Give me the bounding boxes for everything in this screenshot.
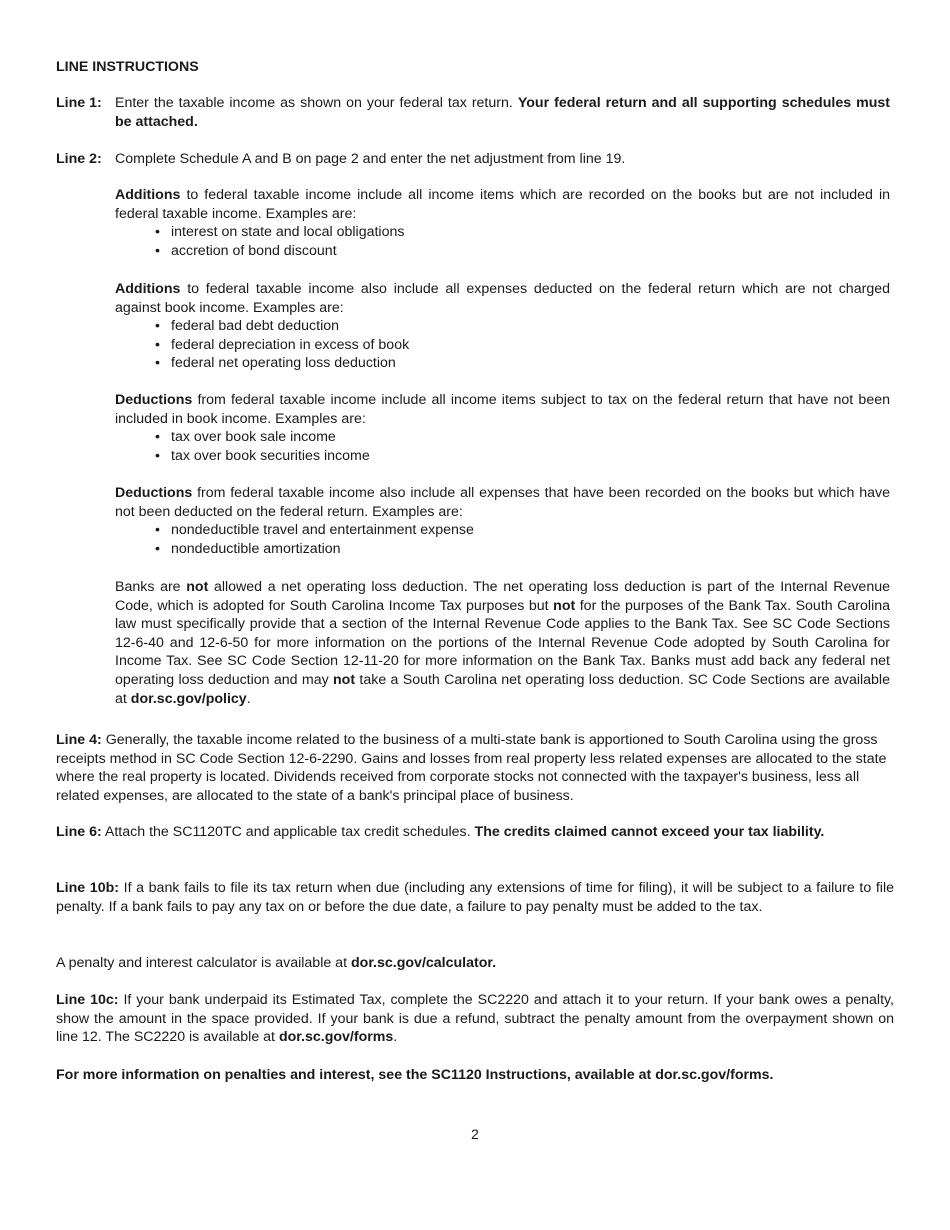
additions-income-text: Additions to federal taxable income include all income items which are recorded on the books but are not included in federal taxable income. Examples are:: [115, 187, 890, 222]
nol-paragraph: Banks are not allowed a net operating loss deduction. The net operating loss deduction is part of the Internal Revenue Code, which is adopted for South Carolina Income Tax purposes but not for the purposes of the Bank Tax. South Carolina law must specifically provide that a section of the Internal Revenue Code applies to the Bank Tax. See SC Code Sections 12-6-40 and 12-6-50 for more information on the portions of the Internal Revenue Code adopted by South Carolina for Income Tax. See SC Code Section 12-11-20 for more information on the Bank Tax. Banks must add back any federal net operating loss deduction and may not take a South Carolina net operating loss deduction. SC Code Sections are available at dor.sc.gov/policy.: [115, 579, 890, 707]
line-2-label: Line 2:: [56, 151, 102, 167]
deductions-expense-list: [115, 521, 890, 558]
list-item: • federal depreciation in excess of book: [115, 336, 890, 355]
additions-expense-text: Additions to federal taxable income also include all expenses deducted on the federal return which are not charged against book income. Examples are:: [115, 281, 890, 316]
line-4-label: Line 4:: [56, 732, 102, 748]
policy-link[interactable]: dor.sc.gov/policy: [130, 690, 247, 707]
deductions-expense-section: [115, 484, 890, 558]
list-item: • interest on state and local obligations: [115, 223, 890, 242]
additions-income-section: [115, 186, 890, 260]
line-6-label: Line 6:: [56, 824, 102, 840]
additions-income-list: [115, 223, 890, 260]
page-number: 2: [471, 1127, 479, 1143]
line-10c-section: Line 10c: If your bank underpaid its Estimated Tax, complete the SC2220 and attach it to your return. If your bank owes a penalty, show the amount in the space provided. If your bank is due a refund, subtract the penalty amount from the overpayment shown on line 12. The SC2220 is available at dor.sc.gov/forms.: [56, 992, 894, 1046]
line-1-text: Enter the taxable income as shown on your federal tax return. Your federal return and all supporting schedules must be attached.: [115, 95, 890, 130]
deductions-income-list: [115, 428, 890, 465]
list-item: • accretion of bond discount: [115, 242, 890, 261]
line-10c-label: Line 10c:: [56, 992, 119, 1008]
line-10b-label: Line 10b:: [56, 880, 119, 896]
list-item: • nondeductible amortization: [115, 540, 890, 559]
line-10b-section: Line 10b: If a bank fails to file its tax return when due (including any extensions of time for filing), it will be subject to a failure to file penalty. If a bank fails to pay any tax on or before the due date, a failure to pay penalty must be added to the tax.: [56, 880, 895, 915]
deductions-income-section: [115, 391, 890, 465]
footer-note: For more information on penalties and interest, see the SC1120 Instructions, available at dor.sc.gov/forms.: [56, 1067, 774, 1083]
list-item: • federal bad debt deduction: [115, 317, 890, 336]
list-item: • tax over book securities income: [115, 447, 890, 466]
line-1-label: Line 1:: [56, 95, 102, 111]
page-heading: LINE INSTRUCTIONS: [56, 59, 199, 75]
line-2-text: Complete Schedule A and B on page 2 and enter the net adjustment from line 19.: [115, 151, 626, 167]
list-item: • federal net operating loss deduction: [115, 354, 890, 373]
list-item: • tax over book sale income: [115, 428, 890, 447]
deductions-income-text: Deductions from federal taxable income include all income items subject to tax on the federal return that have not been included in book income. Examples are:: [115, 392, 890, 427]
line-6-section: Line 6: Attach the SC1120TC and applicable tax credit schedules. The credits claimed cannot exceed your tax liability.: [56, 824, 825, 840]
additions-expense-list: [115, 317, 890, 373]
line-4-section: Line 4: Generally, the taxable income related to the business of a multi-state bank is apportioned to South Carolina using the gross receipts method in SC Code Section 12-6-2290. Gains and losses from real property less related expenses are allocated to the state where the real property is located. Dividends received from corporate stocks not connected with the taxpayer's business, less all related expenses, are allocated to the state of a bank's principal place of business.: [56, 732, 887, 804]
list-item: • nondeductible travel and entertainment expense: [115, 521, 890, 540]
forms-link[interactable]: dor.sc.gov/forms: [278, 1029, 394, 1046]
calculator-link[interactable]: dor.sc.gov/calculator.: [350, 955, 497, 971]
calculator-note: A penalty and interest calculator is available at dor.sc.gov/calculator.: [56, 955, 497, 971]
deductions-expense-text: Deductions from federal taxable income also include all expenses that have been recorded on the books but which have not been deducted on the federal return. Examples are:: [115, 485, 890, 520]
additions-expense-section: [115, 280, 890, 373]
